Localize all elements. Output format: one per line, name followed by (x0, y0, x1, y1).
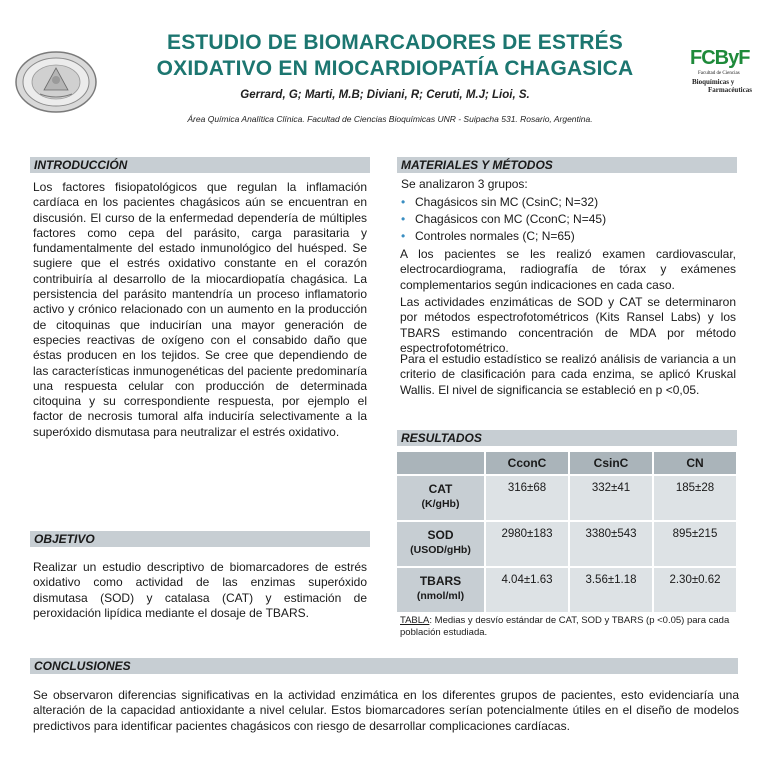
group-label: Chagásicos con MC (CconC; N=45) (415, 212, 607, 226)
table-cell: 332±41 (569, 475, 653, 521)
materiales-p2: Las actividades enzimáticas de SOD y CAT se determinaron por métodos espectrofotométricos (Kits Ransel Labs) y los TBARS estimando concentración de MDA por método espectrofotométrico. (400, 295, 736, 355)
bullet-icon: • (401, 195, 406, 209)
groups-list (397, 194, 737, 245)
row-unit: (USOD/gHb) (410, 544, 471, 556)
row-unit: (K/gHb) (421, 498, 460, 510)
table-corner (397, 452, 485, 475)
row-header (397, 521, 485, 567)
row-header (397, 567, 485, 613)
list-item (397, 194, 737, 211)
resultados-heading: RESULTADOS (397, 430, 737, 446)
row-name: CAT (428, 482, 453, 496)
title-line-2: OXIDATIVO EN MIOCARDIOPATÍA CHAGASICA (156, 57, 634, 80)
conclusiones-text: Se observaron diferencias significativas en la actividad enzimática en los diferentes grupos de pacientes, esto evidenciaría una alteración de la capacidad antioxidante a nivel celular. Estos biomarcadores serían potencialmente útiles en el diseño de modelos predictivos para identificar pacientes chagásicos con riesgo de desarrollar complicaciones cardíacas. (33, 688, 739, 733)
logo-line3: Farmacéuticas (708, 86, 752, 94)
column-header: CconC (485, 452, 569, 475)
list-item (397, 228, 737, 245)
bullet-icon: • (401, 229, 406, 243)
table-cell: 3380±543 (569, 521, 653, 567)
table-row (397, 475, 737, 521)
table-cell: 3.56±1.18 (569, 567, 653, 613)
row-name: TBARS (419, 574, 462, 588)
column-header: CN (653, 452, 737, 475)
table-cell: 4.04±1.63 (485, 567, 569, 613)
poster-title (100, 30, 690, 82)
table-cell: 895±215 (653, 521, 737, 567)
table-cell: 316±68 (485, 475, 569, 521)
materiales-heading: MATERIALES Y MÉTODOS (397, 157, 737, 173)
materiales-intro: Se analizaron 3 grupos: (401, 177, 528, 191)
results-table (397, 452, 738, 614)
table-row (397, 567, 737, 613)
group-label: Chagásicos sin MC (CsinC; N=32) (415, 195, 599, 209)
title-line-1: ESTUDIO DE BIOMARCADORES DE ESTRÉS (166, 31, 623, 54)
materiales-p1: A los pacientes se les realizó examen cardiovascular, electrocardiograma, radiografía de tórax y exámenes complementarios según indicaciones en cada caso. (400, 247, 736, 292)
group-label: Controles normales (C; N=65) (415, 229, 575, 243)
row-name: SOD (427, 528, 454, 542)
caption-text: : Medias y desvío estándar de CAT, SOD y TBARS (p <0.05) para cada población estudiada. (400, 615, 730, 638)
affiliation: Área Química Analítica Clínica. Facultad de Ciencias Bioquímicas UNR - Suipacha 531. Rosario, Argentina. (187, 114, 593, 124)
intro-text: Los factores fisiopatológicos que regulan la inflamación cardíaca en los pacientes chagásicos aún se encuentran en discusión. El curso de la enfermedad dependería de múltiples factores como cepa del parásito, carga parasitaria y fundamentalmente del estado inmunológico del huésped. Se sugiere que el estrés oxidativo constante en el corazón contribuiría al desarrollo de la miocardiopatía chagásica. La persistencia del parásito mantendría un proceso inflamatorio activo y crónico relacionado con un aumento en la producción de citoquinas que inducirían una mayor generación de especies reactivas de oxígeno con el consabido daño que éstas producen en los tejidos. Se cree que dependiendo de las características inmunogenéticas del paciente predominaría una respuesta celular con producción de determinada citoquina y su correspondiente respuesta, por ejemplo el factor de necrosis tumoral alfa induciría selectivamente a la superóxido dismutasa para neutralizar el estrés oxidativo. (33, 180, 367, 439)
conclusiones-heading: CONCLUSIONES (30, 658, 738, 674)
list-item (397, 211, 737, 228)
table-row (397, 521, 737, 567)
logo-line1: Facultad de Ciencias (698, 71, 740, 76)
table-caption (400, 615, 740, 639)
bullet-icon: • (401, 212, 406, 226)
university-seal-icon (14, 50, 98, 114)
logo-line2: Bioquímicas y (692, 78, 735, 86)
faculty-logo (686, 47, 752, 97)
logo-mark: FCByF (690, 47, 750, 69)
caption-label: TABLA (400, 615, 430, 626)
authors: Gerrard, G; Marti, M.B; Diviani, R; Ceruti, M.J; Lioi, S. (240, 89, 530, 101)
table-cell: 2.30±0.62 (653, 567, 737, 613)
row-header (397, 475, 485, 521)
table-cell: 185±28 (653, 475, 737, 521)
objetivo-heading: OBJETIVO (30, 531, 370, 547)
materiales-p3: Para el estudio estadístico se realizó análisis de variancia a un criterio de clasificación para cada enzima, se aplicó Kruskal Wallis. El nivel de significancia se estableció en p <0,05. (400, 352, 736, 397)
row-unit: (nmol/ml) (416, 590, 465, 602)
table-cell: 2980±183 (485, 521, 569, 567)
intro-heading: INTRODUCCIÓN (30, 157, 370, 173)
column-header: CsinC (569, 452, 653, 475)
objetivo-text: Realizar un estudio descriptivo de biomarcadores de estrés oxidativo como actividad de las enzimas superóxido dismutasa (SOD) y catalasa (CAT) y estimación de peroxidación lipídica mediante el dosaje de TBARS. (33, 560, 367, 620)
